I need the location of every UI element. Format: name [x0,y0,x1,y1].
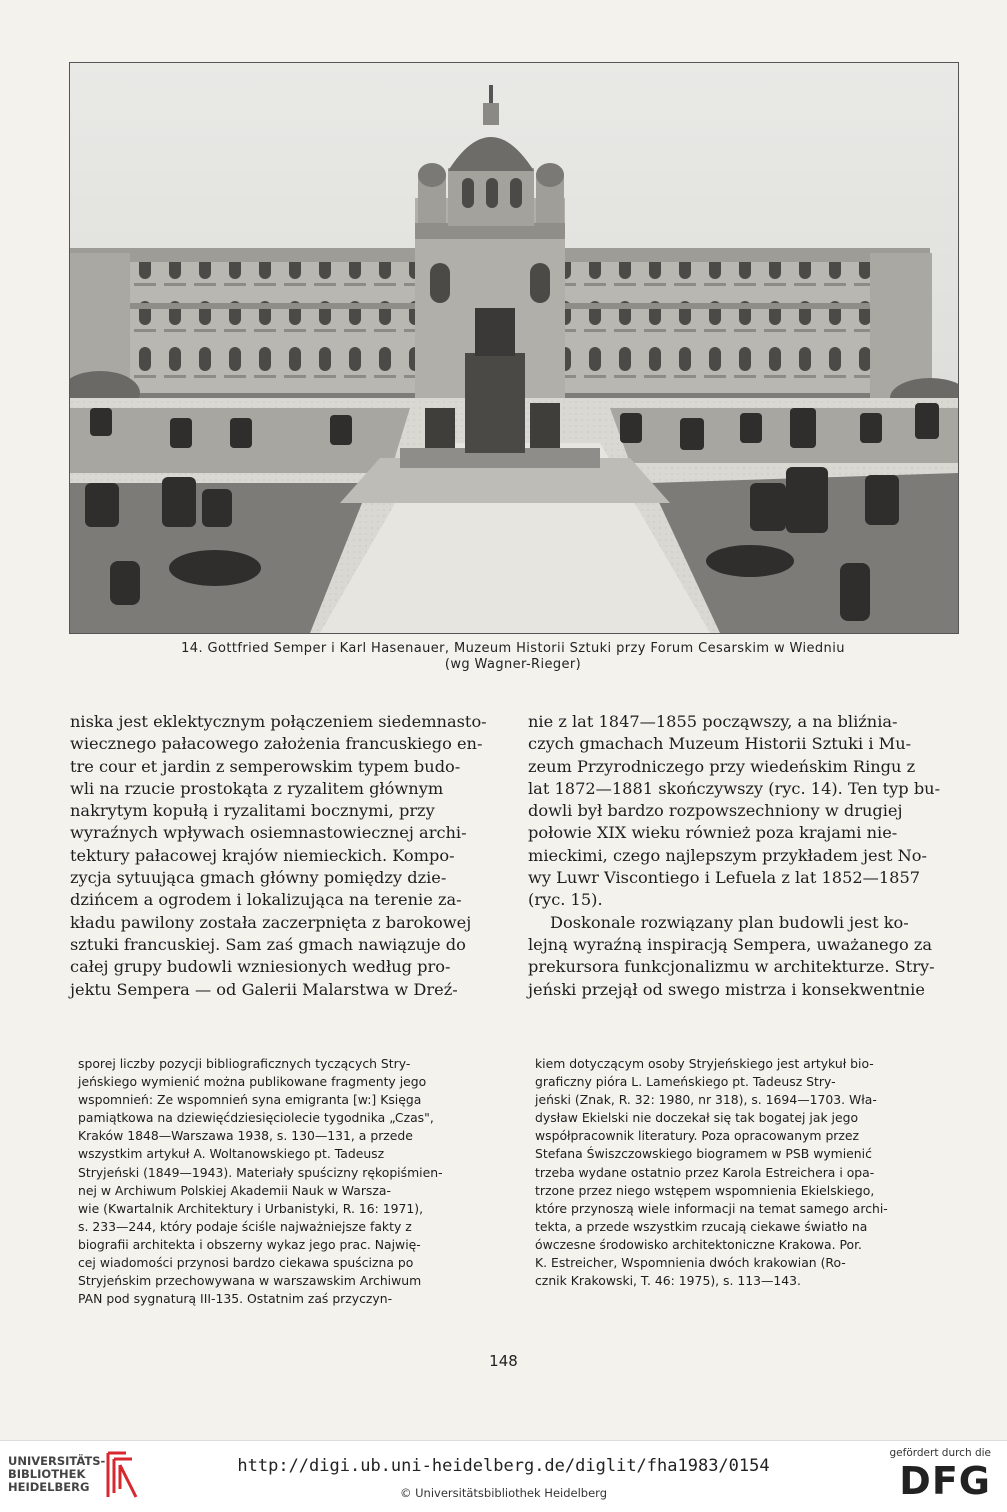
footnote-line: s. 233—244, który podaje ściśle najważniejsze fakty z [78,1218,412,1234]
body-text-right-column [528,711,963,1001]
footnote-line: trzone przez niego wstępem wspomnienia Ekielskiego, [535,1182,875,1198]
dfg-logo[interactable]: DFG [899,1459,991,1503]
body-line: lat 1872—1881 skończywszy (ryc. 14). Ten typ bu- [528,778,941,798]
body-line: tre cour et jardin z semperowskim typem budo- [70,756,461,776]
footnote-right-column [535,1055,964,1290]
body-line: wy Luwr Viscontiego i Lefuela z lat 1852—1857 [528,868,921,888]
viewer-footer [0,1440,1007,1512]
body-line: (ryc. 15). [528,890,603,910]
footnote-left-column [78,1055,508,1308]
page-number: 148 [489,1352,518,1370]
body-line: zycja sytuująca gmach główny pomiędzy dzie- [70,868,447,888]
footnote-line: wspomnień: Ze wspomnień syna emigranta [w:] Księga [78,1092,422,1108]
body-line: Doskonale rozwiązany plan budowli jest ko- [550,912,909,932]
figure-caption-source: (wg Wagner-Rieger) [444,657,582,672]
body-line: niska jest eklektycznym połączeniem siedemnasto- [70,712,487,731]
footnote-line: jeńskiego wymienić można publikowane fragmenty jego [78,1074,427,1090]
permalink-url[interactable]: http://digi.ub.uni-heidelberg.de/diglit/fha1983/0154 [237,1456,770,1476]
footnote-line: Stefana Świszczowskiego biogramem w PSB wymienić [535,1146,872,1162]
body-line: dowli był bardzo rozpowszechniony w drugiej [528,801,903,821]
footnote-line: wszystkim artykuł A. Woltanowskiego pt. Tadeusz [78,1146,385,1162]
museum-photograph [69,62,959,634]
footnote-line: nej w Archiwum Polskiej Akademii Nauk w Warsza- [78,1182,391,1198]
body-line: mieckimi, czego najlepszym przykładem jest No- [528,845,927,865]
footnote-line: PAN pod sygnaturą III-135. Ostatnim zaś przyczyn- [78,1291,393,1307]
library-name-line: BIBLIOTHEK [8,1467,86,1481]
body-line: zeum Przyrodniczego przy wiedeńskim Ringu z [528,756,916,776]
body-line: wli na rzucie prostokąta z ryzalitem głównym [70,778,444,798]
copyright-notice: © Universitätsbibliothek Heidelberg [399,1486,607,1500]
funding-label: gefördert durch die [889,1447,991,1459]
body-line: czych gmachach Muzeum Historii Sztuki i Mu- [528,734,912,754]
footnote-line: cznik Krakowski, T. 46: 1975), s. 113—143. [535,1273,801,1289]
footnote-line: tekta, a przede wszystkim rzucają ciekawe światło na [535,1218,868,1234]
body-line: lejną wyraźną inspiracją Sempera, uważanego za [528,934,933,954]
body-line: całej grupy budowli wzniesionych według pro- [70,957,451,977]
figure-caption: 14. Gottfried Semper i Karl Hasenauer, Muzeum Historii Sztuki przy Forum Cesarskim w Wiedniu [181,641,845,656]
body-line: tektury pałacowej krajów niemieckich. Kompo- [70,845,455,865]
body-line: nakrytym kopułą i ryzalitami bocznymi, przy [70,801,435,821]
body-line: nie z lat 1847—1855 począwszy, a na bliźnia- [528,712,898,731]
body-line: wyraźnych wpływach osiemnastowiecznej archi- [70,823,467,843]
footnote-line: dysław Ekielski nie doczekał się tak bogatej jak jego [535,1110,859,1126]
library-name-line: UNIVERSITÄTS- [8,1454,106,1468]
footnote-line: sporej liczby pozycji bibliograficznych tyczących Stry- [78,1056,411,1071]
footnote-line: Stryjeńskim przechowywana w warszawskim Archiwum [78,1273,422,1289]
footnote-line: Stryjeński (1849—1943). Materiały spuścizny rękopiśmien- [78,1164,443,1180]
footnote-line: jeński (Znak, R. 32: 1980, nr 318), s. 1694—1703. Wła- [535,1092,877,1108]
footnote-line: współpracownik literatury. Poza opracowanym przez [535,1128,860,1144]
body-line: połowie XIX wieku również poza krajami nie- [528,823,898,843]
body-line: jeński przejął od swego mistrza i konsekwentnie [528,979,925,999]
footnote-line: które przynoszą wiele informacji na temat samego archi- [535,1200,888,1216]
footnote-line: pamiątkowa na dziewięćdziesięciolecie tygodnika „Czas", [78,1110,434,1126]
footnote-line: ówczesne środowisko architektoniczne Krakowa. Por. [535,1236,862,1252]
footnote-line: Kraków 1848—Warszawa 1938, s. 130—131, a przede [78,1128,413,1144]
body-line: sztuki francuskiej. Sam zaś gmach nawiązuje do [70,934,466,954]
body-line: prekursora funkcjonalizmu w architekturze. Stry- [528,957,935,977]
body-line: dzińcem a ogrodem i lokalizująca na terenie za- [70,890,462,910]
body-line: kładu pawilony została zaczerpnięta z barokowej [70,912,472,932]
footnote-line: K. Estreicher, Wspomnienia dwóch krakowian (Ro- [535,1255,846,1271]
library-name-line: HEIDELBERG [8,1480,90,1494]
body-line: wiecznego pałacowego założenia francuskiego en- [70,734,483,754]
body-line: jektu Sempera — od Galerii Malarstwa w Dreź- [70,979,458,999]
footnote-line: graficzny pióra L. Lameńskiego pt. Tadeusz Stry- [535,1074,836,1090]
footnote-line: biografii architekta i obszerny wykaz jego prac. Najwię- [78,1236,421,1252]
footnote-line: wie (Kwartalnik Architektury i Urbanistyki, R. 16: 1971), [78,1200,424,1216]
body-text-left-column [70,711,506,1001]
footnote-line: trzeba wydane ostatnio przez Karola Estreichera i opa- [535,1164,875,1180]
footnote-line: cej wiadomości przynosi bardzo ciekawa spuścizna po [78,1255,414,1271]
footnote-line: kiem dotyczącym osoby Stryjeńskiego jest artykuł bio- [535,1056,874,1071]
